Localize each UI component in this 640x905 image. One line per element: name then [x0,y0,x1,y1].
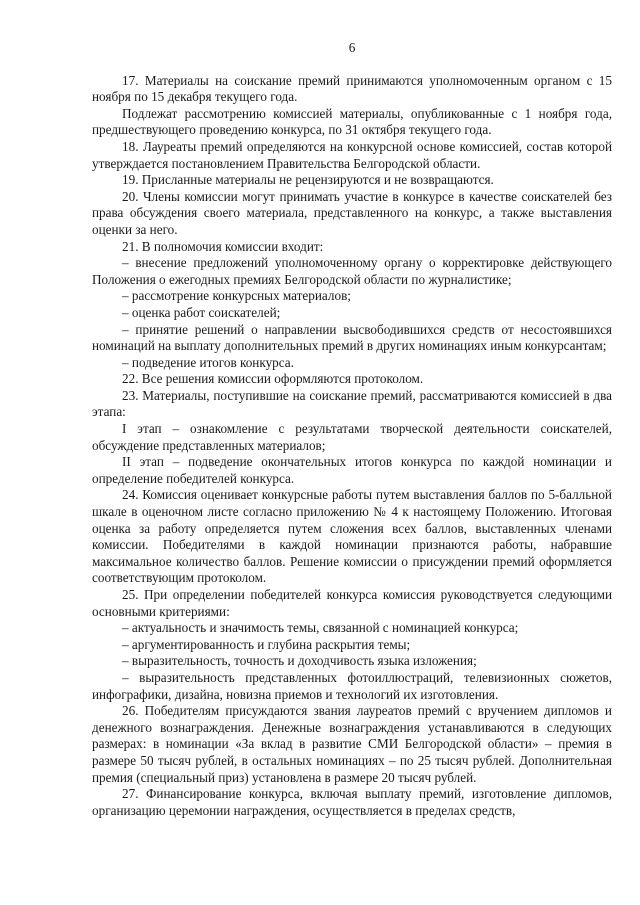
paragraph-23: 23. Материалы, поступившие на соискание премий, рассматриваются комиссией в два этапа: [92,387,612,420]
criteria-item: – актуальность и значимость темы, связанной с номинацией конкурса; [122,620,519,636]
document-page [92,40,612,819]
paragraph-20: 20. Члены комиссии могут принимать участие в конкурсе в качестве соискателей без права обсуждения своего материала, представленного на конкурс, а также выставления оценки за него. [92,188,612,237]
list-item: – рассмотрение конкурсных материалов; [122,288,351,304]
paragraph-18: 18. Лауреаты премий определяются на конкурсной основе комиссией, состав которой утверждается постановлением Правительства Белгородской области. [92,138,612,171]
criteria-item: – выразительность, точность и доходчивость языка изложения; [122,653,477,669]
paragraph-17-note: Подлежат рассмотрению комиссией материалы, опубликованные с 1 ноября года, предшествующего проведению конкурса, по 31 октября текущего года. [92,105,612,138]
paragraph-25: 25. При определении победителей конкурса комиссия руководствуется следующими основными критериями: [92,587,612,619]
stage-1: I этап – ознакомление с результатами творческой деятельности соискателей, обсуждение представленных материалов; [92,421,612,453]
list-item: – принятие решений о направлении высвободившихся средств от несостоявшихся номинаций на выплату дополнительных премий в других номинациях иным конкурсантам; [92,321,612,354]
list-item: – оценка работ соискателей; [122,304,281,320]
criteria-item: – выразительность представленных фотоиллюстраций, телевизионных сюжетов, инфографики, дизайна, новизна приемов и технологий их изготовления. [92,669,612,702]
paragraph-21: 21. В полномочия комиссии входит: [122,238,324,254]
paragraph-27: 27. Финансирование конкурса, включая выплату премий, изготовление дипломов, организацию церемонии награждения, осуществляется в пределах средств, [92,786,612,818]
list-item: – внесение предложений уполномоченному органу о корректировке действующего Положения о ежегодных премиях Белгородской области по журналистике; [92,255,612,287]
paragraph-26: 26. Победителям присуждаются звания лауреатов премий с вручением дипломов и денежного вознаграждения. Денежные вознаграждения устанавливаются в следующих размерах: в номинации «За вклад в развитие СМИ Белгородской области» – премия в размере 50 тысяч рублей, в остальных номинациях – по 25 тысяч рублей. Дополнительная премия (специальный приз) установлена в размере 20 тысяч рублей. [92,703,612,785]
paragraph-24: 24. Комиссия оценивает конкурсные работы путем выставления баллов по 5-балльной шкале в оценочном листе согласно приложению № 4 к настоящему Положению. Итоговая оценка за работу определяется путем сложения всех баллов, выставленных членами комиссии. Победителями в каждой номинации признаются работы, набравшие максимальное количество баллов. Решение комиссии о присуждении премий оформляется соответствующим протоколом. [92,487,612,586]
list-item: – подведение итогов конкурса. [122,354,294,370]
paragraph-19: 19. Присланные материалы не рецензируются и не возвращаются. [122,172,494,188]
stage-2: II этап – подведение окончательных итогов конкурса по каждой номинации и определение победителей конкурса. [92,454,612,486]
paragraph-22: 22. Все решения комиссии оформляются протоколом. [122,371,424,387]
paragraph-17: 17. Материалы на соискание премий принимаются уполномоченным органом с 15 ноября по 15 декабря текущего года. [92,72,612,105]
page-number: 6 [348,40,356,55]
criteria-item: – аргументированность и глубина раскрытия темы; [122,636,411,652]
document-body [92,73,612,820]
